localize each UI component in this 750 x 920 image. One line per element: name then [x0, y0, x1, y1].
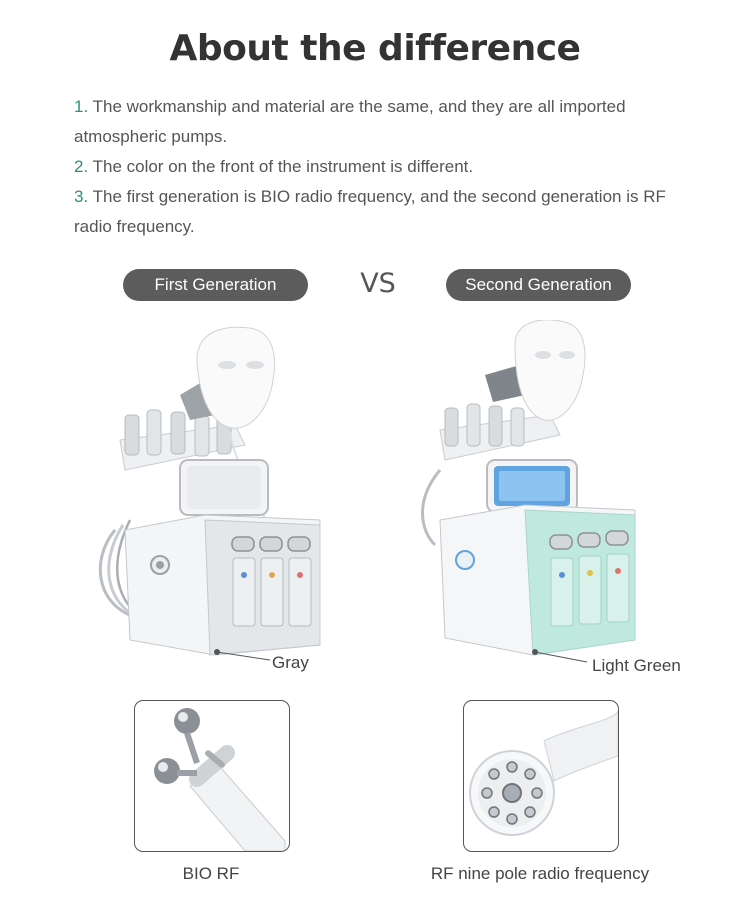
- difference-point-1: [74, 92, 694, 152]
- second-generation-machine-image: [415, 320, 690, 665]
- point-text: The color on the front of the instrument is different.: [88, 157, 474, 176]
- point-number: 3.: [74, 187, 89, 206]
- first-generation-badge: First Generation: [123, 269, 308, 301]
- page-title: About the difference: [169, 28, 581, 69]
- point-text: The workmanship and material are the same, and they are all imported atmospheric pumps.: [74, 97, 626, 146]
- difference-list: [74, 92, 694, 242]
- difference-point-2: [74, 152, 694, 182]
- rf-nine-pole-handpiece-image: [464, 701, 618, 851]
- rf-nine-pole-detail-box: [463, 700, 619, 852]
- difference-point-3: [74, 182, 694, 242]
- bio-rf-caption: BIO RF: [182, 864, 240, 883]
- rf-nine-pole-caption: RF nine pole radio frequency: [430, 864, 650, 883]
- bio-rf-detail-box: [134, 700, 290, 852]
- bio-rf-handpiece-image: [135, 701, 289, 851]
- first-generation-color-label: Gray: [272, 653, 309, 672]
- second-generation-badge: Second Generation: [446, 269, 631, 301]
- point-number: 1.: [74, 97, 89, 116]
- vs-label: VS: [360, 268, 396, 299]
- first-generation-machine-image: [85, 320, 360, 665]
- point-text: The first generation is BIO radio frequency, and the second generation is RF radio frequency.: [74, 187, 666, 236]
- point-number: 2.: [74, 157, 89, 176]
- second-generation-color-label: Light Green: [592, 656, 681, 675]
